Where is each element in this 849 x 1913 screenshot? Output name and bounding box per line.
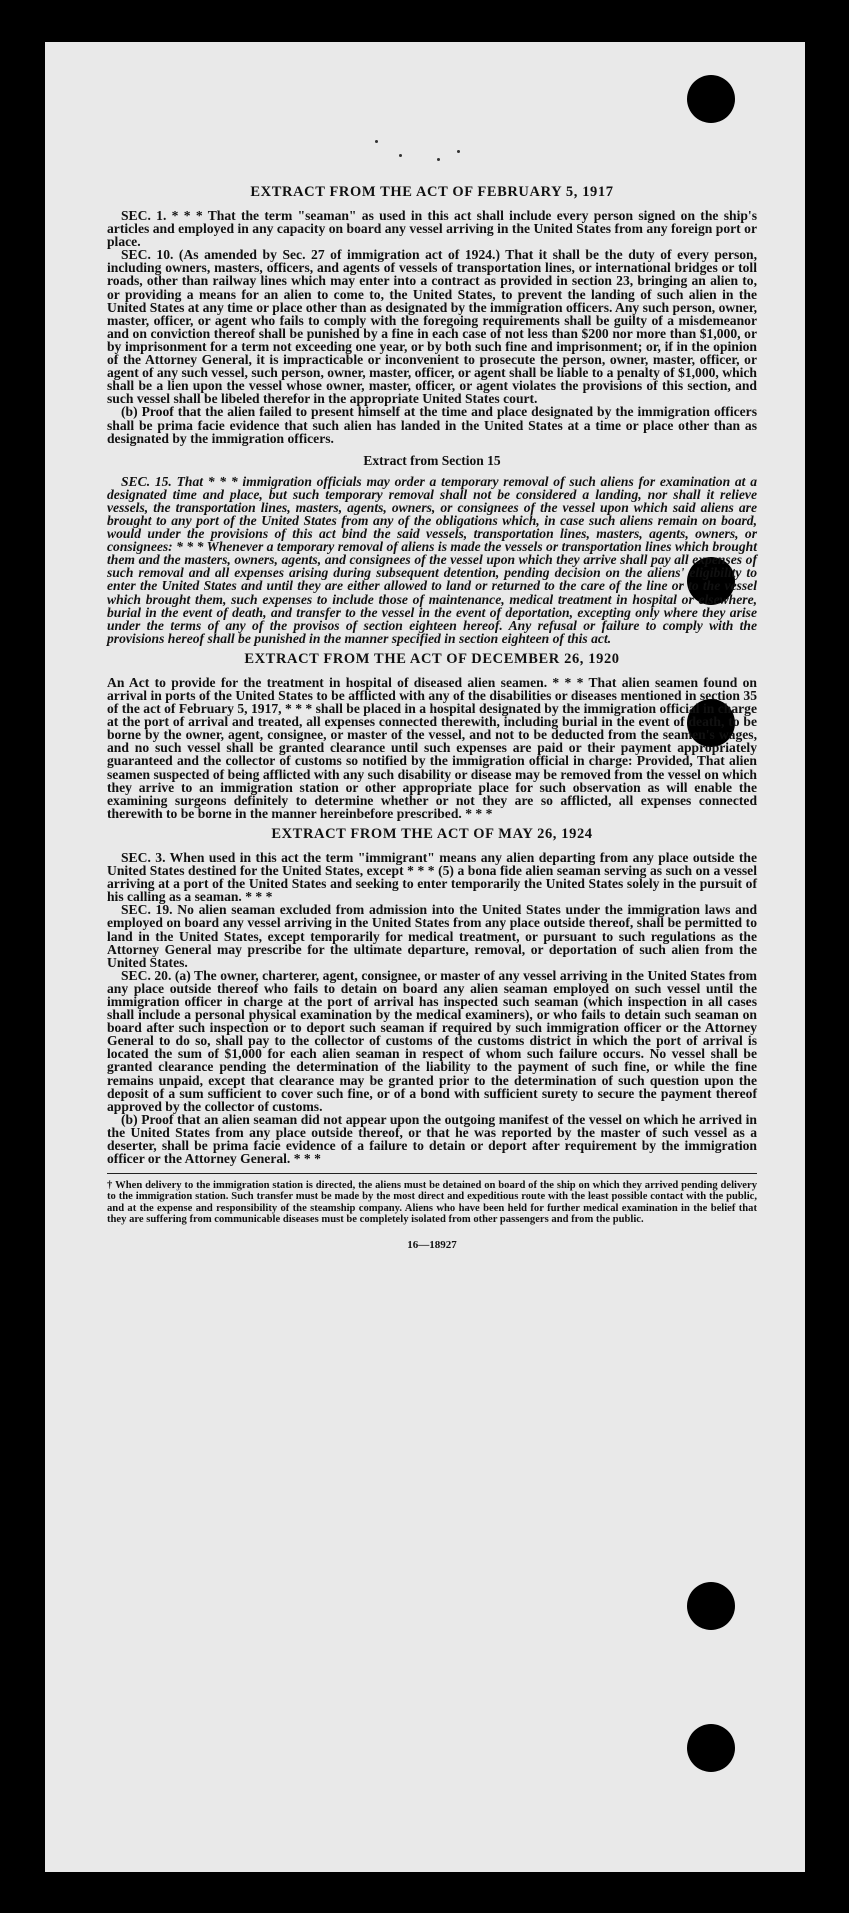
section-act-1917 xyxy=(107,184,757,445)
document-page xyxy=(45,42,805,1872)
print-speck xyxy=(375,140,378,143)
paragraph: (b) Proof that the alien failed to present himself at the time and place designated by the immigration officers shall be prima facie evidence that such alien has landed in the United States at a time or place other than as designated by the immigration officers. xyxy=(107,404,757,446)
document-body xyxy=(107,184,757,1251)
section-heading: Extract from Section 15 xyxy=(363,452,501,468)
paragraph: SEC. 19. No alien seaman excluded from admission into the United States under the immigration laws and employed on board any vessel arriving in the United States from any place outside thereof, shall be permitted to land in the United States, except temporarily for medical treatment, or pursuant to such regulations as the Attorney General may prescribe for the ultimate departure, removal, or deportation of such alien from the United States. xyxy=(107,902,757,970)
paragraph: SEC. 3. When used in this act the term "immigrant" means any alien departing from any place outside the United States destined for the United States, except * * * (5) a bona fide alien seaman serving as such on a vessel arriving at a port of the United States and seeking to enter temporarily the United States solely in the pursuit of his calling as a seaman. * * * xyxy=(107,849,757,905)
paragraph: An Act to provide for the treatment in hospital of diseased alien seamen. * * * That alien seamen found on arrival in ports of the United States to be afflicted with any of the disabilities or diseases mentioned in section 35 of the act of February 5, 1917, * * * shall be placed in a hospital designated by the immigration official in charge at the port of arrival and treated, all expenses connected therewith, including burial in the event of death, to be borne by the owner, agent, consignee, or master of the vessel, and not to be deducted from the seamen's wages, and no such vessel shall be granted clearance until such expenses are paid or their payment appropriately guaranteed and the collector of customs so notified by the immigration official in charge: Provided, That alien seamen suspected of being afflicted with any such disability or disease may be removed from the vessel on which they arrive to an immigration station or other appropriate place for such observation as will enable the examining surgeons definitely to determine whether or not they are so afflicted, all expenses connected therewith to be borne in the manner hereinbefore prescribed. * * * xyxy=(107,674,757,821)
section-heading: EXTRACT FROM THE ACT OF FEBRUARY 5, 1917 xyxy=(250,184,614,200)
footnote: † When delivery to the immigration station is directed, the aliens must be detained on board of the ship on which they arrived pending delivery to the immigration station. Such transfer must be made by the most direct and expeditious route with the least possible contact with the public, and at the expense and responsibility of the steamship company. Aliens who have been held for further medical examination in the belief that they are suffering from communicable diseases must be completely isolated from other passengers and from the public. xyxy=(107,1180,757,1225)
section-heading: EXTRACT FROM THE ACT OF MAY 26, 1924 xyxy=(271,825,593,842)
paragraph: (b) Proof that an alien seaman did not appear upon the outgoing manifest of the vessel on which he arrived in the United States from any place outside thereof, or that he was reported by the master of such vessel as a deserter, shall be prima facie evidence of a failure to detain or deport after requirement by the immigration officer or the Attorney General. * * * xyxy=(107,1111,757,1167)
footnote-divider xyxy=(107,1173,757,1174)
print-speck xyxy=(457,150,460,153)
section-heading: EXTRACT FROM THE ACT OF DECEMBER 26, 1920 xyxy=(244,650,620,667)
paragraph: SEC. 10. (As amended by Sec. 27 of immigration act of 1924.) That it shall be the duty of every person, including owners, masters, officers, and agents of vessels of transportation lines, or international bridges or toll roads, other than railway lines which may enter into a contract as provided in section 23, bringing an alien to, or providing a means for an alien to come to, the United States, to prevent the landing of such alien in the United States at any time or place other than as designated by the immigration officers. Any such person, owner, master, officer, or agent who fails to comply with the foregoing requirements shall be guilty of a misdemeanor and on conviction thereof shall be punished by a fine in each case of not less than $200 nor more than $1,000, or by imprisonment for a term not exceeding one year, or by both such fine and imprisonment; or, if in the opinion of the Attorney General, it is impracticable or inconvenient to prosecute the person, owner, master, officer, or agent of any such vessel, such person, owner, master, officer, or agent shall be liable to a penalty of $1,000, which shall be a lien upon the vessel whose owner, master, officer, or agent violates the provisions of this section, and such vessel shall be libeled therefor in the appropriate United States court. xyxy=(107,247,757,407)
punch-hole xyxy=(687,75,735,123)
print-code: 16—18927 xyxy=(407,1239,457,1251)
punch-hole xyxy=(687,1582,735,1630)
print-speck xyxy=(437,158,440,161)
paragraph: SEC. 20. (a) The owner, charterer, agent, consignee, or master of any vessel arriving in the United States from any place outside thereof who fails to detain on board any alien seaman employed on such vessel until the immigration officer in charge at the port of arrival has inspected such seaman (which inspection in all cases shall include a personal physical examination by the medical examiners), or who fails to detain such seaman on board after such inspection or to deport such seaman if required by such immigration officer or the Attorney General to do so, shall pay to the collector of customs of the customs district in which the port of arrival is located the sum of $1,000 for each alien seaman in respect of whom such failure occurs. No vessel shall be granted clearance pending the determination of the liability to the payment of such fine, or while the fine remains unpaid, except that clearance may be granted prior to the determination of such question upon the deposit of a sum sufficient to cover such fine, or of a bond with sufficient surety to secure the payment thereof approved by the collector of customs. xyxy=(107,967,757,1114)
section-act-1920 xyxy=(107,651,757,820)
print-speck xyxy=(399,154,402,157)
section-extract-15 xyxy=(107,453,757,645)
paragraph: SEC. 15. That * * * immigration officials may order a temporary removal of such aliens for examination at a designated time and place, but such temporary removal shall not be considered a landing, nor shall it relieve vessels, the transportation lines, masters, agents, owners, or consignees of the vessel upon which said aliens are brought to any port of the United States from any of the obligations which, in case such aliens remain on board, would under the provisions of this act bind the said vessels, transportation lines, masters, agents, owners, or consignees: * * * Whenever a temporary removal of aliens is made the vessels or transportation lines which brought them and the masters, owners, agents, and consignees of the vessel upon which they arrive shall pay all expenses of such removal and all expenses arising during subsequent detention, pending decision on the aliens' eligibility to enter the United States and until they are either allowed to land or returned to the care of the line or to the vessel which brought them, such expenses to include those of maintenance, medical treatment in hospital or elsewhere, burial in the event of death, and transfer to the vessel in the event of deportation, excepting only where they arise under the terms of any of the provisos of section eighteen hereof. Any refusal or failure to comply with the provisions hereof shall be punished in the manner specified in section eighteen of this act. xyxy=(107,473,757,646)
paragraph: SEC. 1. * * * That the term "seaman" as used in this act shall include every person signed on the ship's articles and employed in any capacity on board any vessel arriving in the United States from any foreign port or place. xyxy=(107,208,757,250)
punch-hole xyxy=(687,1724,735,1772)
section-act-1924 xyxy=(107,826,757,1165)
